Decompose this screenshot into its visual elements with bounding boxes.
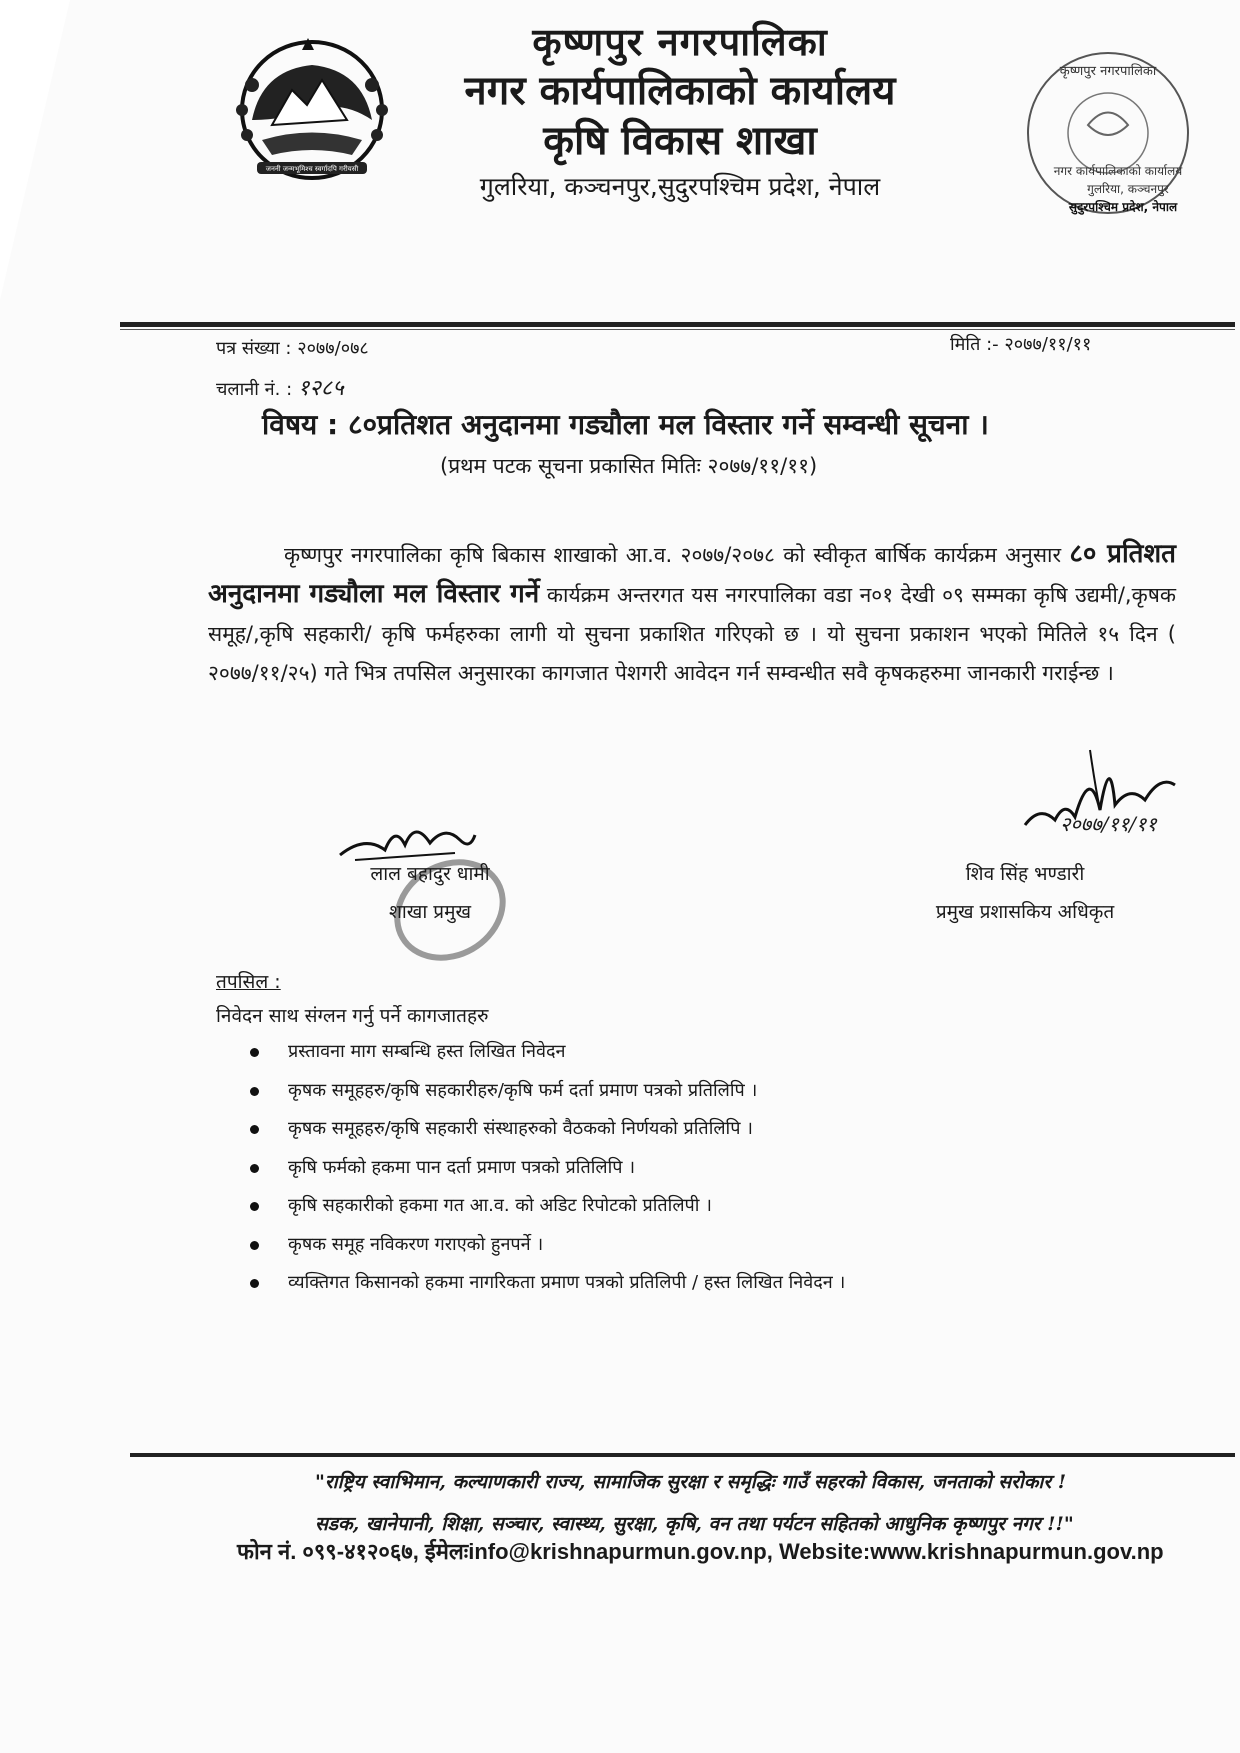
seal-text-bottom: सुदुरपश्चिम प्रदेश, नेपाल <box>1068 200 1178 214</box>
bullet-icon <box>250 1279 259 1288</box>
chalani-number <box>216 372 344 402</box>
branch-name: कृषि विकास शाखा <box>543 118 817 164</box>
emblem-motto: जननी जन्मभूमिश्च स्वर्गादपि गरीयसी <box>265 165 359 173</box>
first-publish-date: (प्रथम पटक सूचना प्रकासित मितिः २०७७/११/११) <box>440 454 818 478</box>
header-divider <box>120 322 1235 327</box>
body-bold-program: ८० प्रतिशत अनुदानमा गड्यौला मल विस्तार गर्ने <box>208 539 1177 609</box>
seal-text-mid: नगर कार्यपालिकाको कार्यालय <box>1053 164 1183 178</box>
footer-motto-line1: "राष्ट्रिय स्वाभिमान, कल्याणकारी राज्य, सामाजिक सुरक्षा र समृद्धिः गाउँ सहरको विकास, जनताको सरोकार ! <box>315 1471 1067 1493</box>
bullet-icon <box>250 1125 259 1134</box>
list-item: प्रस्तावना माग सम्बन्धि हस्त लिखित निवेदन <box>250 1037 1150 1076</box>
footer-contact: फोन नं. ०९९-४१२०६७, ईमेलःinfo@krishnapurmun.gov.np, Website:www.krishnapurmun.gov.np <box>237 1539 1164 1564</box>
chalani-label: चलानी नं. : <box>216 379 293 400</box>
list-item: कृषक समूहहरु/कृषि सहकारी संस्थाहरुको वैठकको निर्णयको प्रतिलिपि । <box>250 1114 1150 1153</box>
signatory-left-name: लाल बहादुर धामी <box>370 863 490 885</box>
letterhead <box>420 18 940 206</box>
bullet-icon <box>250 1241 259 1250</box>
bullet-icon <box>250 1048 259 1057</box>
chalani-value: १२८५ <box>297 376 344 401</box>
date-value: २०७७/११/११ <box>1004 334 1092 355</box>
header-divider-thin <box>120 329 1235 330</box>
address: गुलरिया, कञ्चनपुर,सुदुरपश्चिम प्रदेश, नेपाल <box>479 172 881 201</box>
seal-text-outer: कृष्णपुर नगरपालिका <box>1059 64 1157 79</box>
bullet-icon <box>250 1202 259 1211</box>
list-item: कृषि फर्मको हकमा पान दर्ता प्रमाण पत्रको प्रतिलिपि । <box>250 1153 1150 1192</box>
notice-body <box>208 535 1176 693</box>
date-label: मिति :- <box>950 334 999 355</box>
office-seal-stamp <box>1018 45 1198 220</box>
office-name: नगर कार्यपालिकाको कार्यालय <box>464 68 896 114</box>
tapsil-subheading: निवेदन साथ संग्लन गर्नु पर्ने कागजातहरु <box>216 1005 489 1027</box>
list-item: कृषक समूहहरु/कृषि सहकारीहरु/कृषि फर्म दर्ता प्रमाण पत्रको प्रतिलिपि । <box>250 1076 1150 1115</box>
bullet-icon <box>250 1164 259 1173</box>
letter-date <box>950 332 1091 356</box>
list-item: व्यक्तिगत किसानको हकमा नागरिकता प्रमाण पत्रको प्रतिलिपी / हस्त लिखित निवेदन । <box>250 1268 1150 1307</box>
seal-text-inner: गुलरिया, कञ्चनपुर <box>1087 182 1169 196</box>
page-corner-fold <box>0 0 70 300</box>
body-part1: कृष्णपुर नगरपालिका कृषि बिकास शाखाको आ.व. २०७७/२०७८ को स्वीकृत बार्षिक कार्यक्रम अनुसार <box>284 543 1062 567</box>
patra-sankhya <box>216 336 369 360</box>
patra-label: पत्र संख्या : <box>216 338 292 359</box>
right-signature-date: २०७७/११/११ <box>1060 812 1157 836</box>
footer-divider <box>130 1453 1235 1457</box>
list-item: कृषक समूह नविकरण गराएको हुनपर्ने । <box>250 1230 1150 1269</box>
bullet-icon <box>250 1087 259 1096</box>
tapsil-heading: तपसिल : <box>216 971 281 993</box>
nepal-emblem-logo <box>222 30 402 190</box>
signatory-right-name: शिव सिंह भण्डारी <box>965 863 1085 885</box>
footer-motto-line2: सडक, खानेपानी, शिक्षा, सञ्चार, स्वास्थ्य, सुरक्षा, कृषि, वन तथा पर्यटन सहितको आधुनिक कृष्णपुर नगर !!" <box>315 1513 1074 1535</box>
list-item: कृषि सहकारीको हकमा गत आ.व. को अडिट रिपोटको प्रतिलिपी । <box>250 1191 1150 1230</box>
municipality-name: कृष्णपुर नगरपालिका <box>532 20 828 64</box>
patra-value: २०७७/०७८ <box>297 338 369 359</box>
signatory-right-title: प्रमुख प्रशासकिय अधिकृत <box>935 901 1115 923</box>
body-part2: कार्यक्रम अन्तरगत यस नगरपालिका वडा न०१ देखी ०९ सम्मका कृषि उद्यमी/,कृषक समूह/,कृषि सहकारी/ कृषि फर्महरुका लागी यो सुचना प्रकाशित गरिएको छ । यो सुचना प्रकाशन भएको मितिले १५ दिन ( २०७७/११/२५) गते भित्र तपसिल अनुसारका कागजात पेशगरी आवेदन गर्न सम्वन्धीत सवै कृषकहरुमा जानकारी गराईन्छ । <box>208 583 1176 685</box>
signature-right <box>875 855 1175 931</box>
required-documents-list <box>250 1037 1150 1307</box>
subject-title: विषय : ८०प्रतिशत अनुदानमा गड्यौला मल विस्तार गर्ने सम्वन्धी सूचना । <box>262 408 989 441</box>
signature-left <box>320 855 540 931</box>
signatory-left-title: शाखा प्रमुख <box>388 901 472 923</box>
